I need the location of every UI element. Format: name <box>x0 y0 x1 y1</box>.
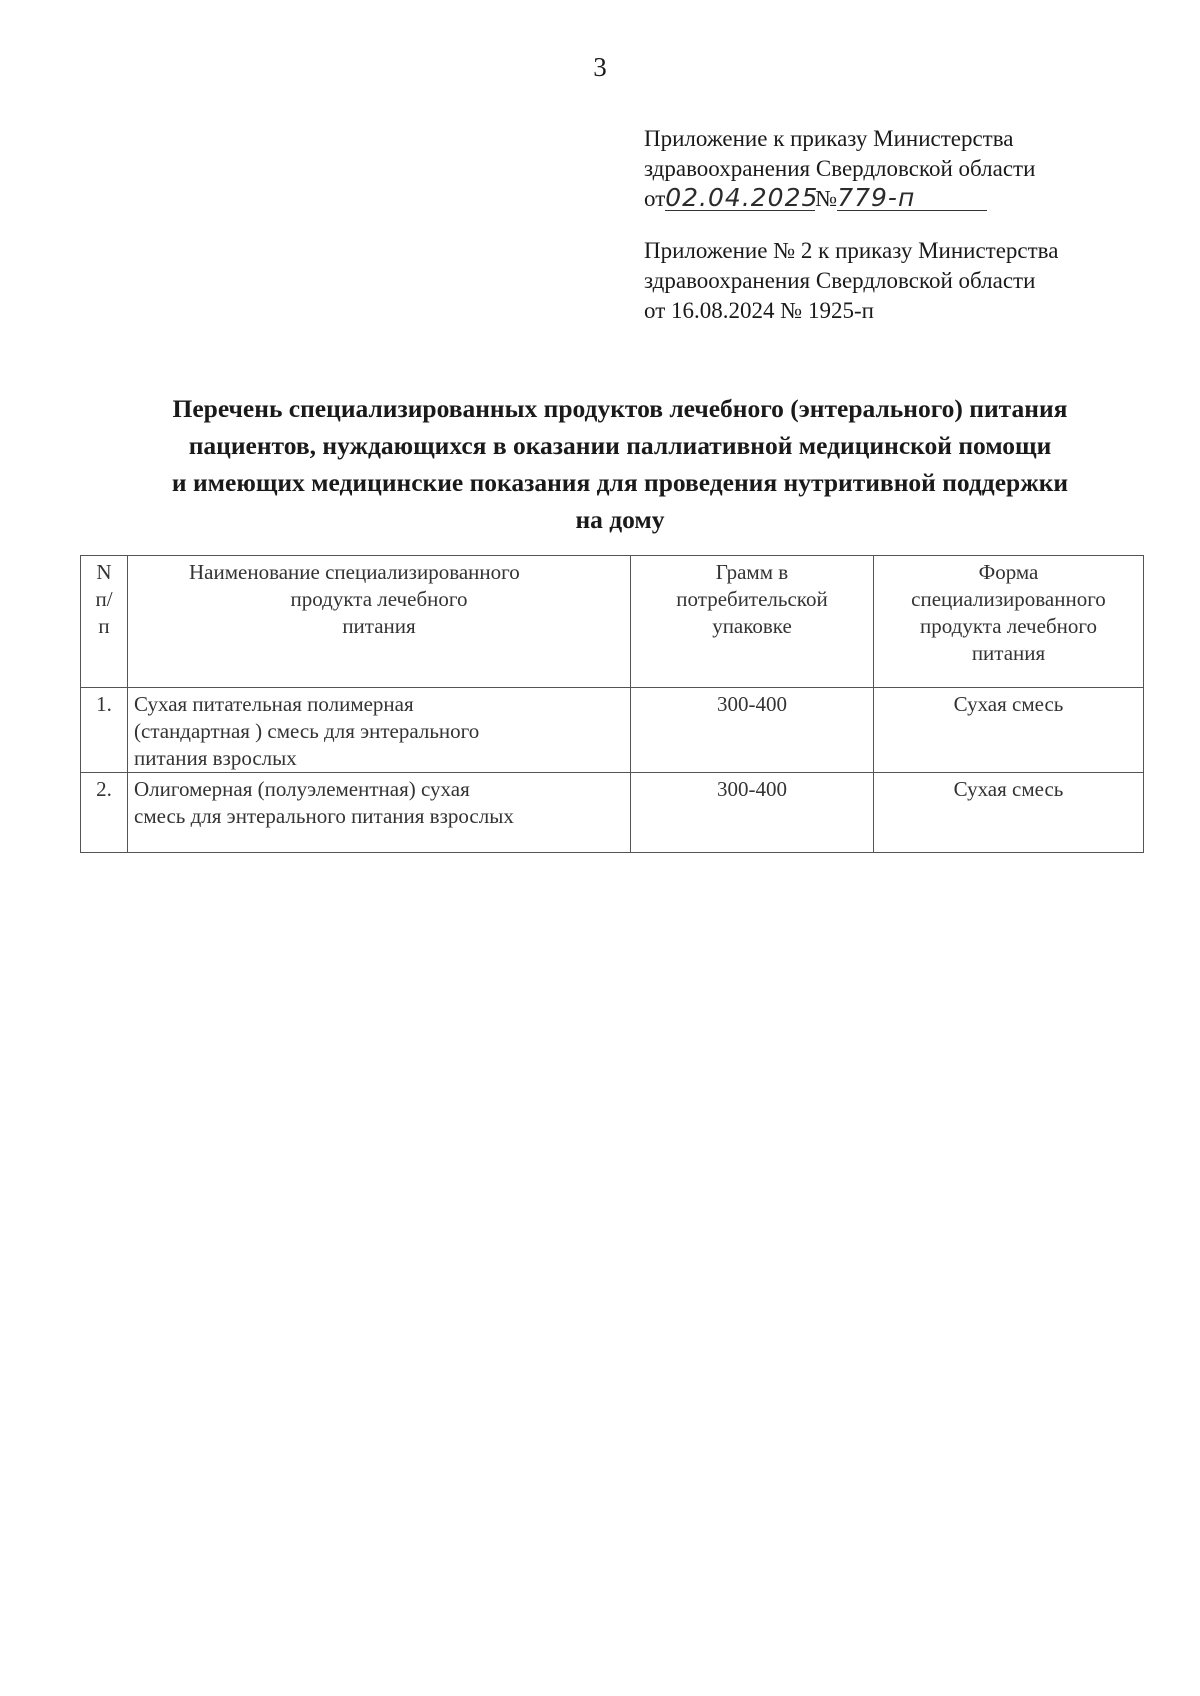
products-table <box>80 555 1144 853</box>
header-text: питания <box>342 614 416 638</box>
header-text: Наименование специализированного <box>189 560 520 584</box>
header-text: специализированного <box>911 587 1106 611</box>
table-row <box>81 688 1144 773</box>
product-name-line: Олигомерная (полуэлементная) сухая <box>134 777 470 801</box>
header-form <box>874 556 1144 688</box>
header-text: Грамм в <box>715 560 789 584</box>
appendix-date-line <box>644 184 1035 214</box>
number-sign: № <box>815 186 838 211</box>
row-num: 2. <box>81 773 128 853</box>
appendix-previous-order <box>644 236 1058 326</box>
header-text: потребительской <box>676 587 828 611</box>
header-text: Форма <box>978 560 1039 584</box>
handwritten-order-number: 779-п <box>837 186 987 211</box>
appendix-current-order <box>644 124 1035 214</box>
header-name <box>128 556 631 688</box>
product-name-line: питания взрослых <box>134 746 297 770</box>
row-form: Сухая смесь <box>874 688 1144 773</box>
header-gram <box>631 556 874 688</box>
header-text: упаковке <box>712 614 792 638</box>
table-header-row <box>81 556 1144 688</box>
page-number: 3 <box>593 52 607 82</box>
product-name-line: смесь для энтерального питания взрослых <box>134 804 514 828</box>
header-text: продукта лечебного <box>290 587 468 611</box>
row-form: Сухая смесь <box>874 773 1144 853</box>
row-product-name <box>128 773 631 853</box>
row-gram: 300-400 <box>631 773 874 853</box>
product-name-line: (стандартная ) смесь для энтерального <box>134 719 480 743</box>
row-product-name <box>128 688 631 773</box>
appendix-line: от 16.08.2024 № 1925-п <box>644 298 874 323</box>
appendix-line: Приложение № 2 к приказу Министерства <box>644 238 1059 263</box>
appendix-line: здравоохранения Свердловской области <box>644 156 1036 181</box>
title-line: на дому <box>575 505 665 534</box>
header-text: п/ <box>95 587 113 611</box>
table-row <box>81 773 1144 853</box>
row-gram: 300-400 <box>631 688 874 773</box>
appendix-line: Приложение к приказу Министерства <box>644 126 1014 151</box>
title-line: и имеющих медицинские показания для проведения нутритивной поддержки <box>171 468 1069 497</box>
header-text: продукта лечебного <box>920 614 1097 638</box>
product-name-line: Сухая питательная полимерная <box>134 692 414 716</box>
header-num <box>81 556 128 688</box>
title-line: пациентов, нуждающихся в оказании паллиативной медицинской помощи <box>188 431 1052 460</box>
header-text: N <box>96 560 112 584</box>
date-prefix: от <box>644 186 666 211</box>
document-title <box>110 390 1130 538</box>
appendix-line: здравоохранения Свердловской области <box>644 268 1036 293</box>
header-text: питания <box>971 641 1046 665</box>
handwritten-date: 02.04.2025 <box>665 183 819 212</box>
row-num: 1. <box>81 688 128 773</box>
header-text: п <box>98 614 110 638</box>
title-line: Перечень специализированных продуктов лечебного (энтерального) питания <box>172 394 1068 423</box>
